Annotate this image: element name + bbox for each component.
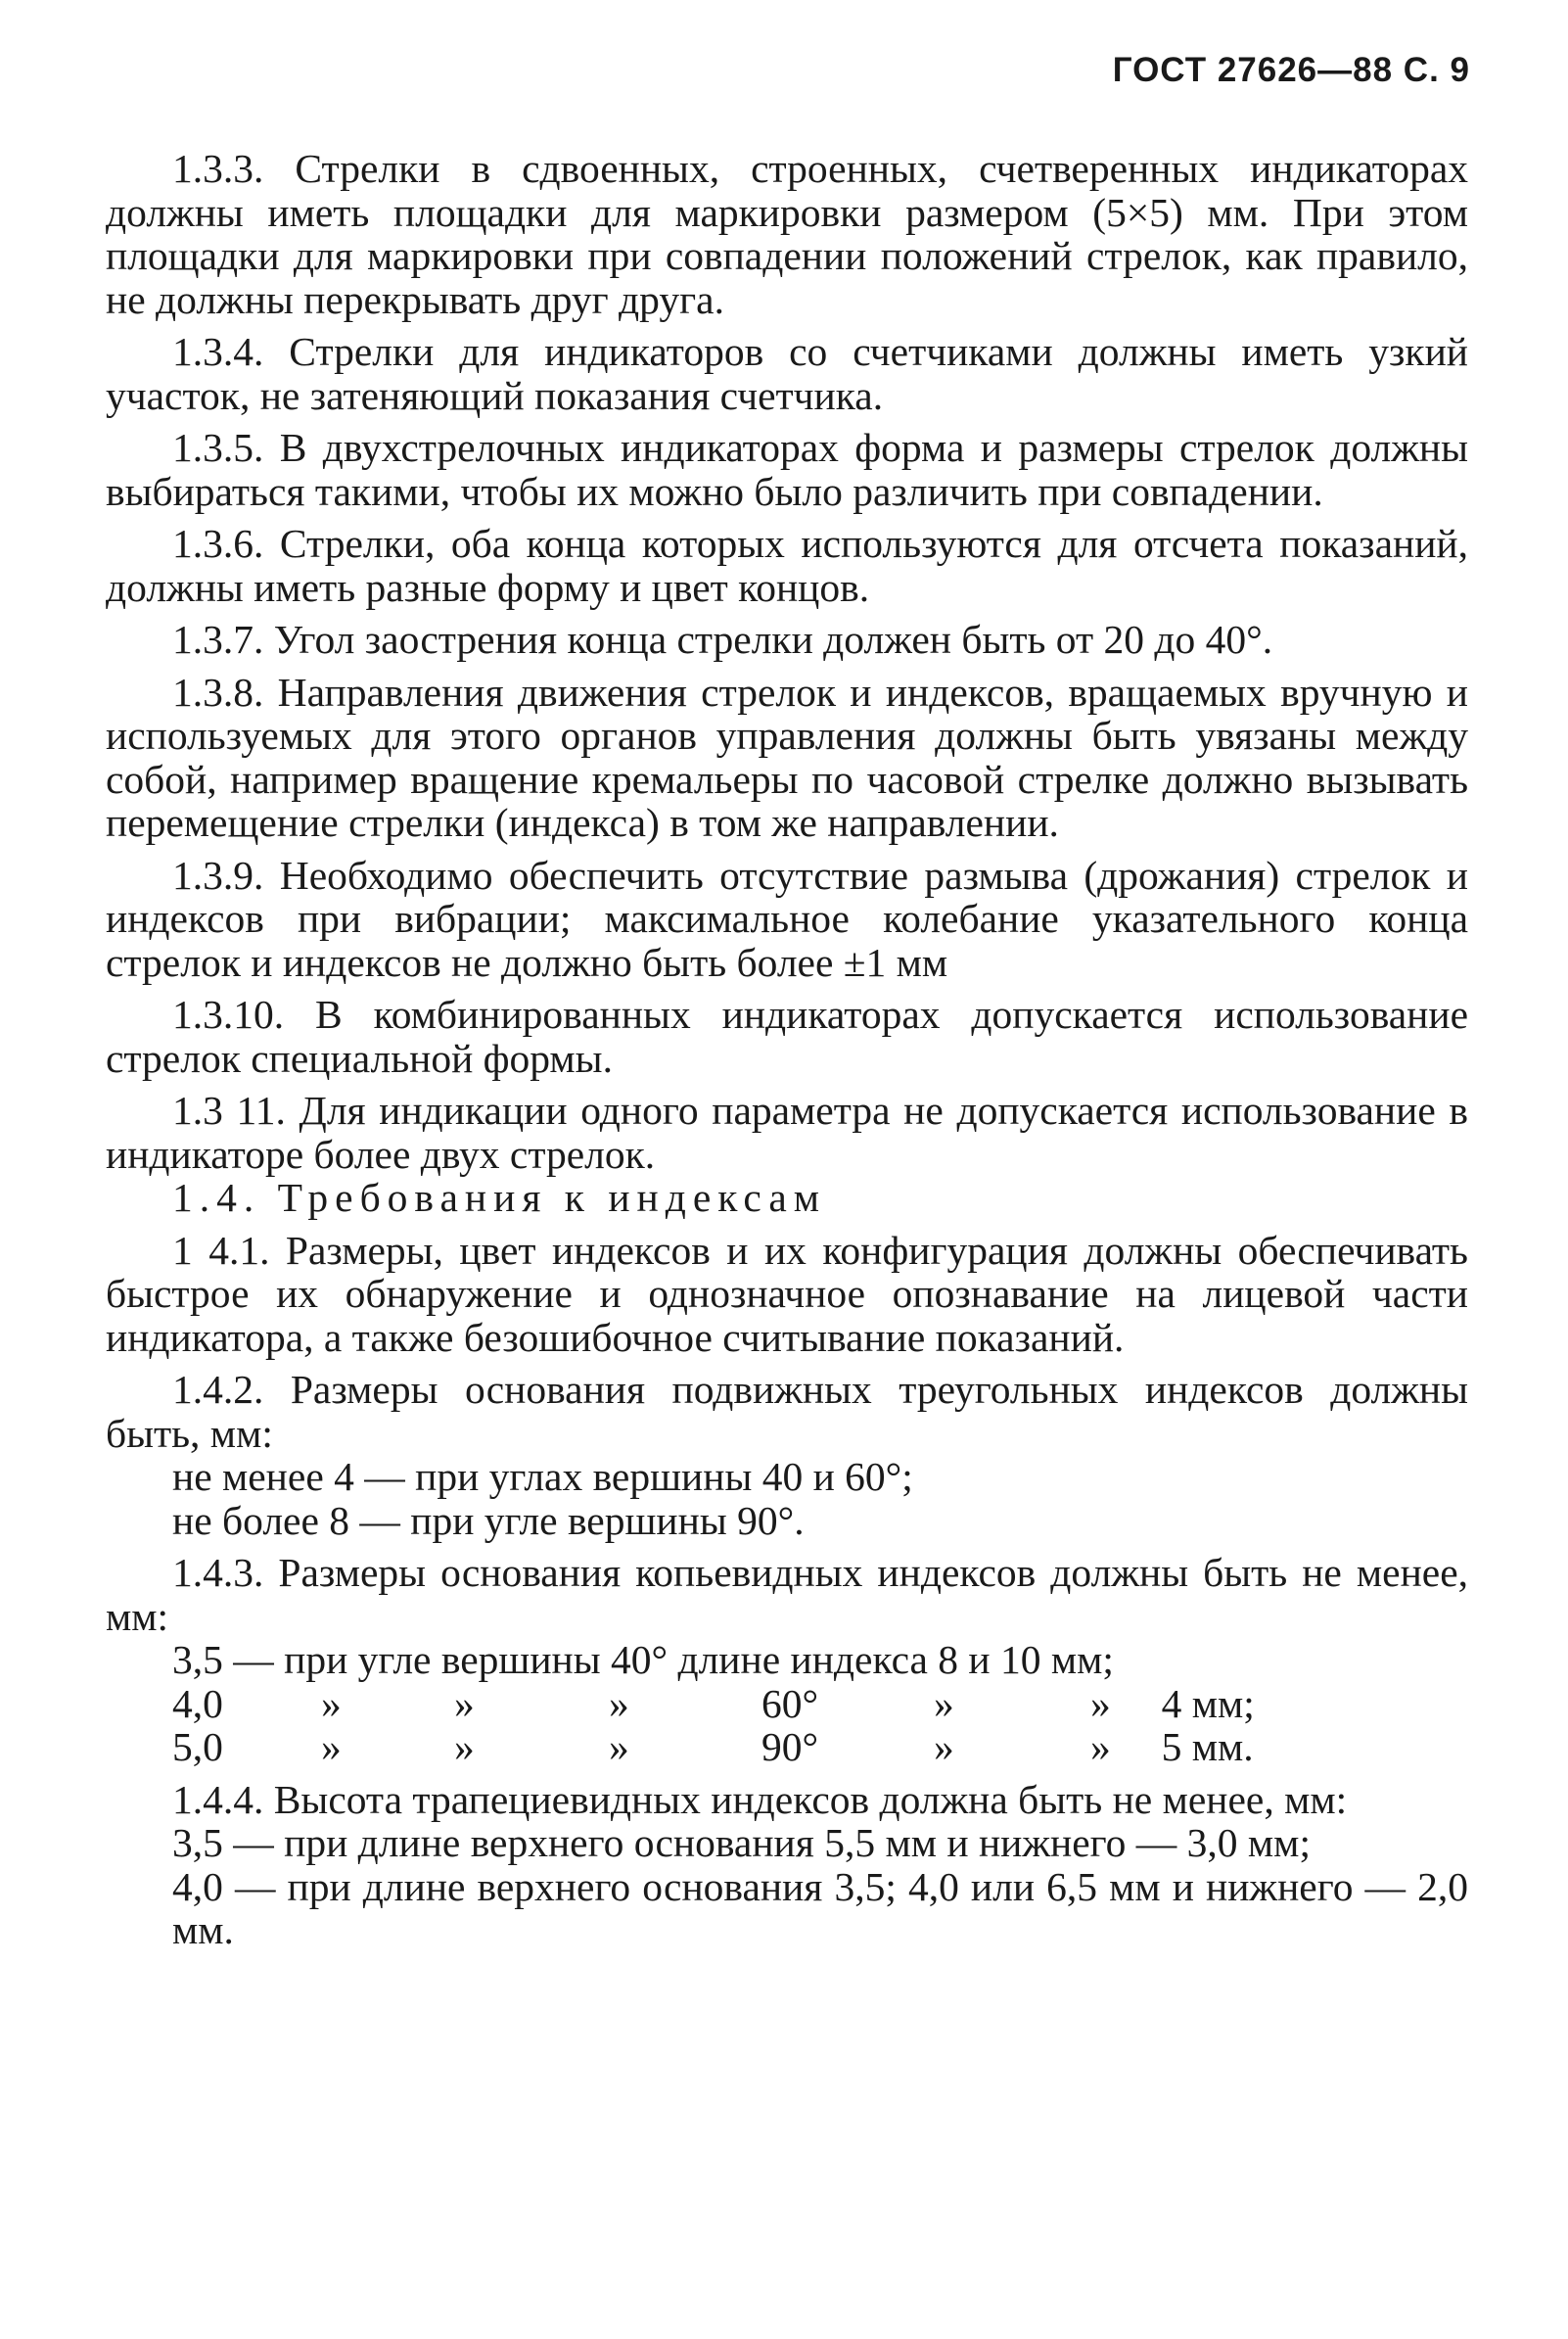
table-cell: »	[454, 1724, 475, 1769]
list-item-trapezoid-1: 3,5 — при длине верхнего основания 5,5 мм и нижнего — 3,0 мм;	[172, 1820, 1311, 1865]
list-item-trapezoid-2: 4,0 — при длине верхнего основания 3,5; 4,0 или 6,5 мм и нижнего — 2,0 мм.	[172, 1863, 1468, 1952]
table-cell: »	[934, 1680, 954, 1726]
paragraph-1-4-1: 1 4.1. Размеры, цвет индексов и их конфигурация должны обеспечивать быстрое их обнаружение и однозначное опознавание на лицевой части индикатора, а также безошибочное считывание показаний.	[106, 1227, 1468, 1360]
paragraph-1-3-10: 1.3.10. В комбинированных индикаторах допускается использование стрелок специальной формы.	[106, 992, 1468, 1081]
spear-index-table	[106, 1638, 1468, 1769]
page-header: ГОСТ 27626—88 С. 9	[1112, 51, 1470, 89]
list-item-triangle-max: не более 8 — при угле вершины 90°.	[172, 1497, 805, 1543]
paragraph-1-3-7: 1.3.7. Угол заострения конца стрелки должен быть от 20 до 40°.	[172, 617, 1273, 662]
paragraph-1-4-3: 1.4.3. Размеры основания копьевидных индексов должны быть не менее, мм:	[106, 1550, 1468, 1639]
ditto-mark: »	[1090, 1724, 1111, 1769]
paragraph-1-3-6: 1.3.6. Стрелки, оба конца которых используются для отсчета показаний, должны иметь разные форму и цвет концов.	[106, 521, 1468, 610]
table-cell: 5,0	[172, 1724, 223, 1769]
size-value: 4 мм;	[1161, 1680, 1255, 1726]
table-cell: »	[321, 1724, 342, 1769]
section-heading-1-4: 1.4. Требования к индексам	[172, 1175, 827, 1220]
document-body	[106, 147, 1468, 1952]
paragraph-1-3-9: 1.3.9. Необходимо обеспечить отсутствие размыва (дрожания) стрелок и индексов при вибрации; максимальное колебание указательного конца стрелок и индексов не должно быть более ±1 мм	[106, 852, 1468, 985]
paragraph-1-3-8: 1.3.8. Направления движения стрелок и индексов, вращаемых вручную и используемых для этого органов управления должны быть увязаны между собой, например вращение кремальеры по часовой стрелке должно вызывать перемещение стрелки (индекса) в том же направлении.	[106, 669, 1468, 845]
paragraph-1-4-2: 1.4.2. Размеры основания подвижных треугольных индексов должны быть, мм:	[106, 1367, 1468, 1456]
table-cell: »	[321, 1680, 342, 1726]
paragraph-1-3-5: 1.3.5. В двухстрелочных индикаторах форма и размеры стрелок должны выбираться такими, чтобы их можно было различить при совпадении.	[106, 425, 1468, 514]
paragraph-1-4-4: 1.4.4. Высота трапециевидных индексов должна быть не менее, мм:	[172, 1776, 1348, 1822]
paragraph-1-3-11: 1.3 11. Для индикации одного параметра не допускается использование в индикаторе более двух стрелок.	[106, 1088, 1468, 1177]
table-cell: »	[609, 1724, 629, 1769]
paragraph-1-3-4: 1.3.4. Стрелки для индикаторов со счетчиками должны иметь узкий участок, не затеняющий показания счетчика.	[106, 329, 1468, 418]
table-cell: 4,0	[172, 1680, 223, 1726]
table-cell: »	[934, 1724, 954, 1769]
spear-table-row-1: 3,5 — при угле вершины 40° длине индекса 8 и 10 мм;	[172, 1637, 1114, 1682]
table-cell	[1084, 1682, 1339, 1726]
paragraph-1-3-3: 1.3.3. Стрелки в сдвоенных, строенных, счетверенных индикаторах должны иметь площадки для маркировки размером (5×5) мм. При этом площадки для маркировки при совпадении положений стрелок, как правило, не должны перекрывать друг друга.	[106, 146, 1468, 322]
table-cell	[1084, 1725, 1339, 1769]
list-item-triangle-min: не менее 4 — при углах вершины 40 и 60°;	[172, 1454, 913, 1499]
table-cell: »	[454, 1680, 475, 1726]
table-cell: 90°	[761, 1724, 819, 1769]
table-cell: »	[609, 1680, 629, 1726]
ditto-mark: »	[1090, 1680, 1111, 1726]
table-cell: 60°	[761, 1680, 819, 1726]
size-value: 5 мм.	[1161, 1724, 1254, 1769]
